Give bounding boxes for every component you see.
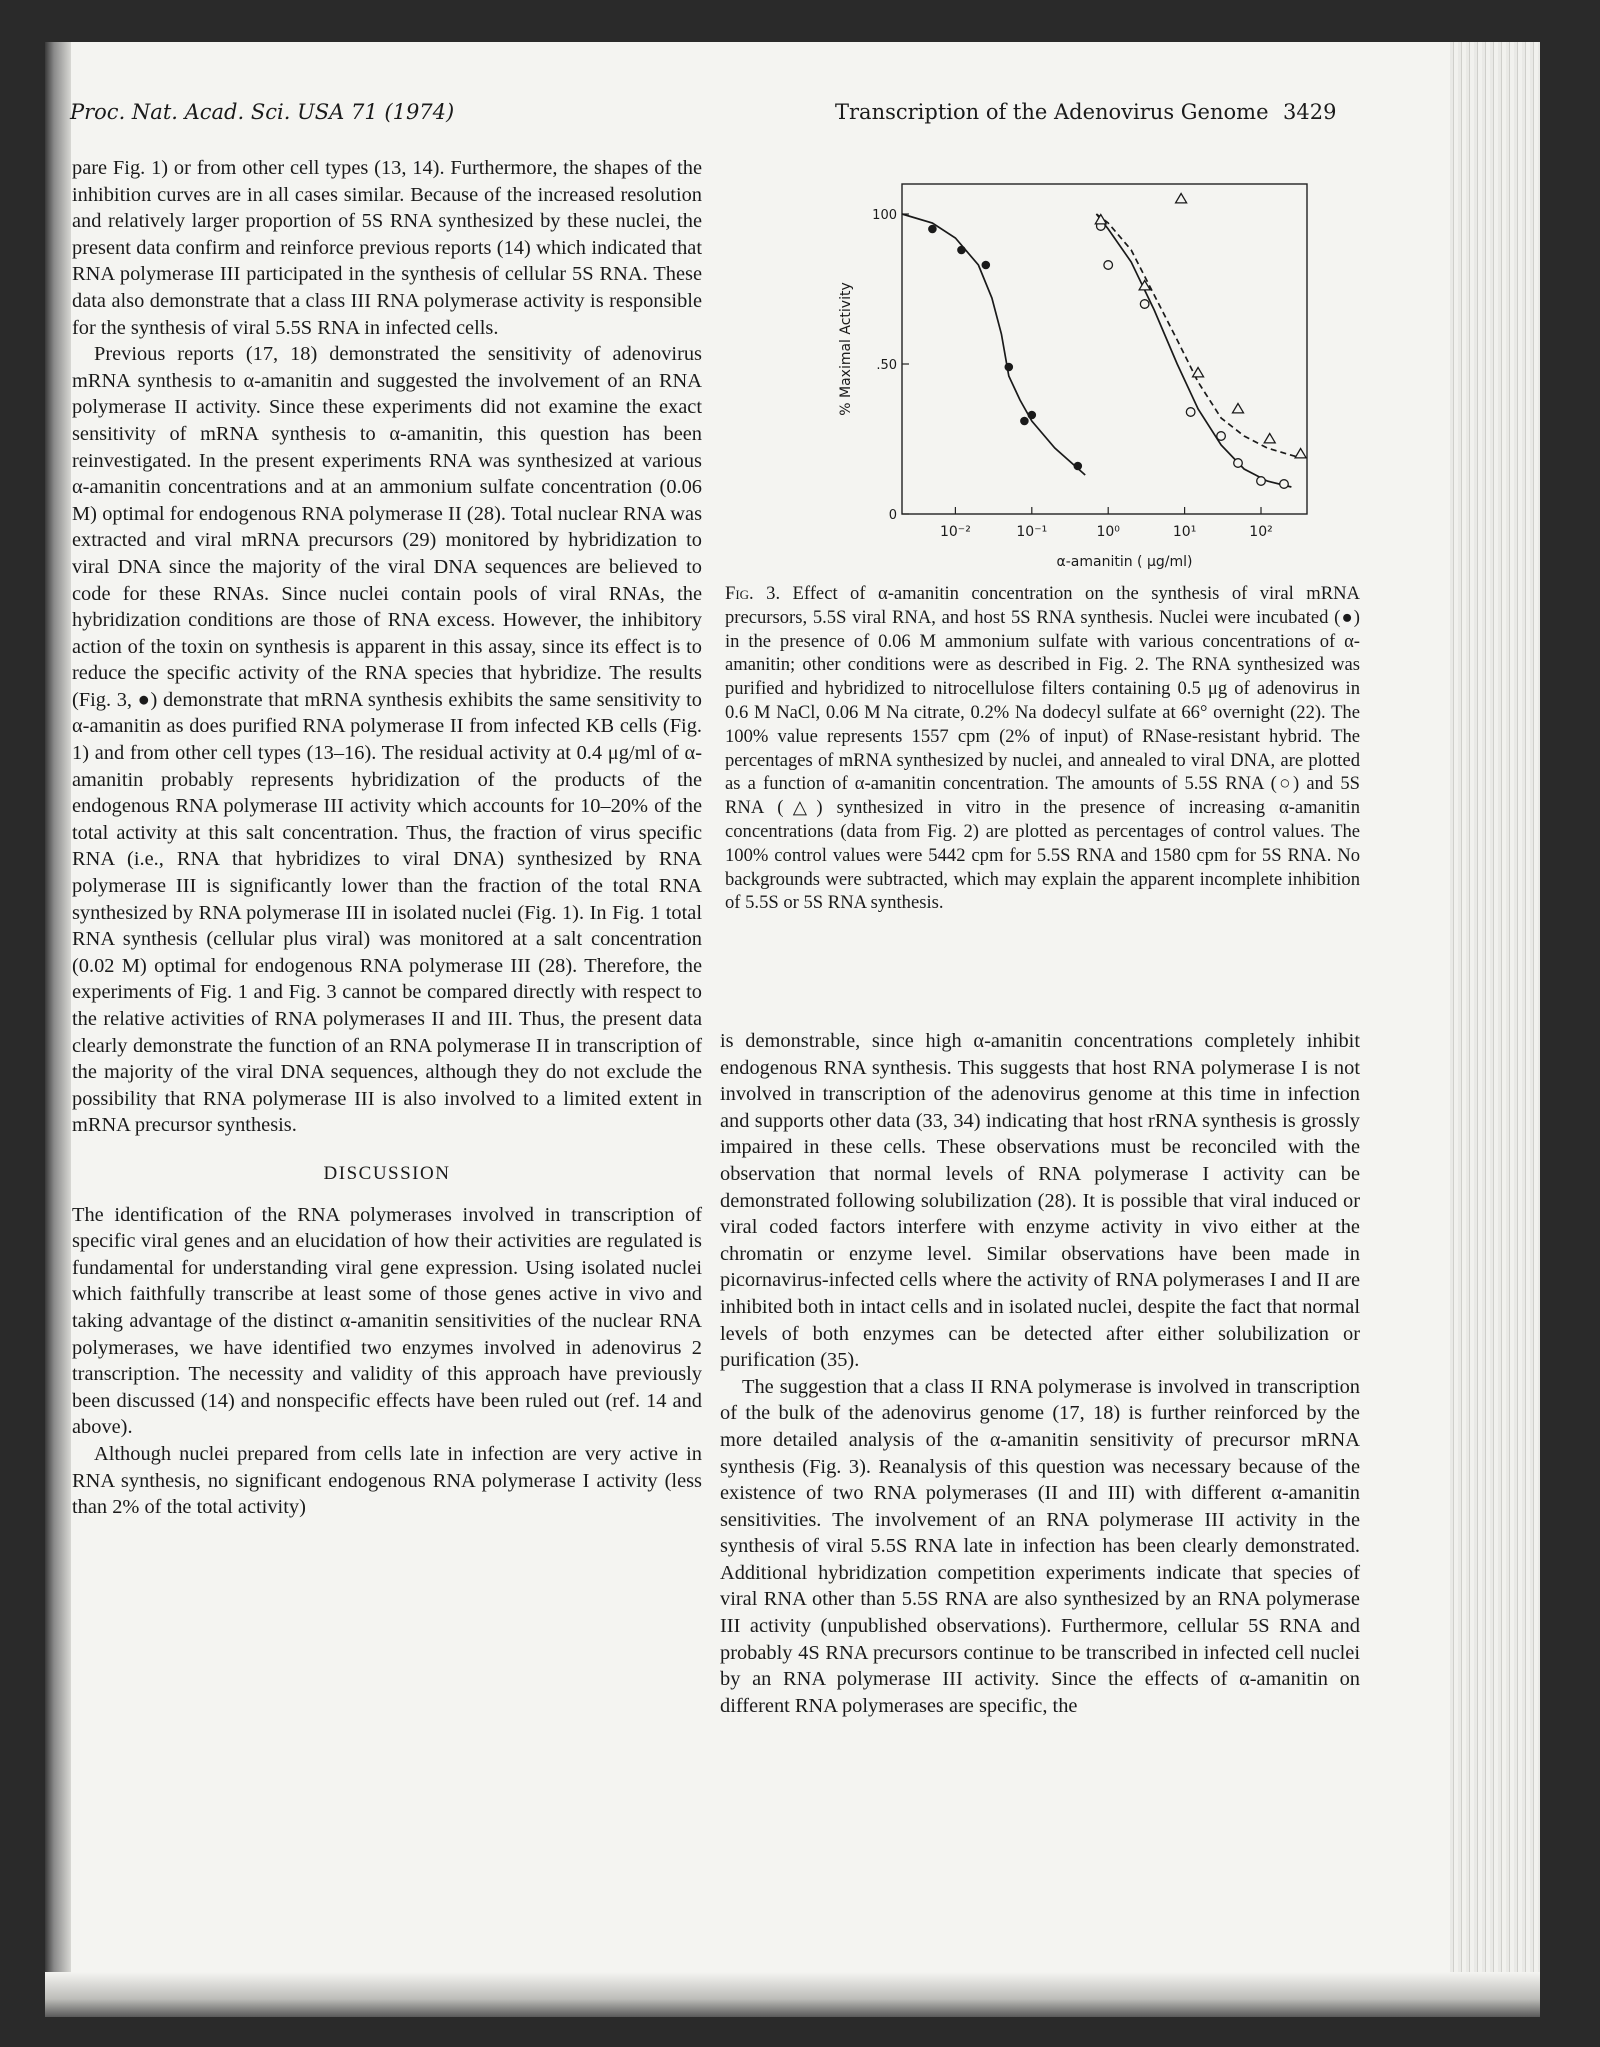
mrna-data-point (928, 225, 937, 234)
5-5s-rna-data-point (1217, 432, 1226, 441)
5s-rna-data-point (1264, 434, 1275, 443)
plot-frame (902, 184, 1307, 514)
5-5s-rna-data-point (1140, 300, 1149, 309)
book-binding-shadow (45, 42, 71, 2017)
left-column (72, 155, 702, 1521)
mrna-data-point (982, 261, 991, 270)
figure-caption (725, 582, 1360, 915)
x-tick-label: 10⁻² (939, 524, 971, 540)
figure-3-chart (817, 164, 1347, 584)
series-1-curve (902, 214, 1085, 475)
mrna-data-point (1028, 411, 1037, 420)
paragraph: The suggestion that a class II RNA polymerase is involved in transcription of the bulk of the adenovirus genome (17, 18) is further reinforced by the more detailed analysis of the α-amanitin sensitivity of precursor mRNA synthesis (Fig. 3). Reanalysis of this question was necessary because of the existence of two RNA polymerases (II and III) with different α-amanitin sensitivities. The involvement of an RNA polymerase III activity in the synthesis of viral 5.5S RNA late in infection has been clearly demonstrated. Additional hybridization competition experiments indicate that species of viral RNA other than 5.5S RNA are also synthesized by an RNA polymerase III activity (unpublished observations). Furthermore, cellular 5S RNA and probably 4S RNA precursors continue to be transcribed in infected cell nuclei by an RNA polymerase III activity. Since the effects of α-amanitin on different RNA polymerases are specific, the (720, 1375, 1360, 1717)
y-tick-label: 0 (888, 508, 897, 523)
section-title: DISCUSSION (323, 1162, 451, 1184)
x-tick-label: 10⁻¹ (1016, 524, 1048, 540)
paragraph: Although nuclei prepared from cells late in infection are very active in RNA synthesis, no significant endogenous RNA polymerase I activity (less than 2% of the total activity) (72, 1442, 702, 1519)
series-3-curve (1096, 214, 1297, 457)
5-5s-rna-data-point (1280, 480, 1289, 489)
y-axis-label: % Maximal Activity (838, 282, 854, 416)
mrna-data-point (957, 246, 966, 255)
paragraph: Previous reports (17, 18) demonstrated the sensitivity of adenovirus mRNA synthesis to α-amanitin and suggested the involvement of an RNA polymerase II activity. Since these experiments did not examine the exact sensitivity of mRNA synthesis to α-amanitin, this question has been reinvestigated. In the present experiments RNA was synthesized at various α-amanitin concentrations and at an ammonium sulfate concentration (0.06 M) optimal for endogenous RNA polymerase II (28). Total nuclear RNA was extracted and viral mRNA precursors (29) monitored by hybridization to viral DNA since the majority of the viral DNA sequences are believed to code for these RNAs. Since nuclei contain pools of viral RNAs, the hybridization conditions are those of RNA excess. However, the inhibitory action of the toxin on synthesis is apparent in this assay, since its effect is to reduce the specific activity of the RNA species that hybridize. The results (Fig. 3, ●) demonstrate that mRNA synthesis exhibits the same sensitivity to α-amanitin as does purified RNA polymerase II from infected KB cells (Fig. 1) and from other cell types (13–16). The residual activity at 0.4 μg/ml of α-amanitin probably represents hybridization of the products of the endogenous RNA polymerase III activity which accounts for 10–20% of the total activity at this salt concentration. Thus, the fraction of virus specific RNA (i.e., RNA that hybridizes to viral DNA) synthesized by RNA polymerase III is significantly lower than the fraction of the total RNA synthesized by RNA polymerase III in isolated nuclei (Fig. 1). In Fig. 1 total RNA synthesis (cellular plus viral) was monitored at a salt concentration (0.02 M) optimal for endogenous RNA polymerase III (28). Therefore, the experiments of Fig. 1 and Fig. 3 cannot be compared directly with respect to the relative activities of RNA polymerases II and III. Thus, the present data clearly demonstrate the function of an RNA polymerase II in transcription of the majority of the viral DNA sequences, although they do not exclude the possibility that RNA polymerase III is also involved to a limited extent in mRNA precursor synthesis. (72, 343, 702, 1137)
paragraph: pare Fig. 1) or from other cell types (13, 14). Furthermore, the shapes of the inhibition curves are in all cases similar. Because of the increased resolution and relatively larger proportion of 5S RNA synthesized by these nuclei, the present data confirm and reinforce previous reports (14) which indicated that RNA polymerase III participated in the synthesis of cellular 5S RNA. These data also demonstrate that a class III RNA polymerase activity is responsible for the synthesis of viral 5.5S RNA in infected cells. (72, 157, 702, 339)
5s-rna-data-point (1233, 404, 1244, 413)
mrna-data-point (1005, 363, 1014, 372)
caption-text: Effect of α-amanitin concentration on the synthesis of viral mRNA precursors, 5.5S viral RNA, and host 5S RNA synthesis. Nuclei were incubated (●) in the presence of 0.06 M ammonium sulfate with various concentrations of α-amanitin; other conditions were as described in Fig. 2. The RNA synthesized was purified and hybridized to nitrocellulose filters containing 0.5 μg of adenovirus in 0.6 M NaCl, 0.06 M Na citrate, 0.2% Na dodecyl sulfate at 66° overnight (22). The 100% value represents 1557 cpm (2% of input) of RNase-resistant hybrid. The percentages of mRNA synthesized by nuclei, and annealed to viral DNA, are plotted as a function of α-amanitin concentration. The amounts of 5.5S RNA (○) and 5S RNA (△) synthesized in vitro in the presence of increasing α-amanitin concentrations (data from Fig. 2) are plotted as percentages of control values. The 100% control values were 5442 cpm for 5.5S RNA and 1580 cpm for 5S RNA. No backgrounds were subtracted, which may explain the apparent incomplete inhibition of 5.5S or 5S RNA synthesis. (725, 583, 1360, 914)
x-tick-label: 10² (1249, 524, 1273, 540)
journal-page (45, 42, 1540, 2017)
mrna-data-point (1020, 417, 1029, 426)
mrna-data-point (1073, 462, 1082, 471)
page-number: 3429 (1283, 100, 1337, 124)
5-5s-rna-data-point (1186, 408, 1195, 417)
figure-label: Fig. 3. (725, 583, 781, 604)
x-tick-label: 10⁰ (1096, 524, 1120, 540)
page-edge-stack (1450, 42, 1540, 2017)
y-tick-label: .50 (876, 358, 897, 373)
paragraph: is demonstrable, since high α-amanitin concentrations completely inhibit endogenous RNA synthesis. This suggests that host RNA polymerase I is not involved in transcription of the adenovirus genome at this time in infection and supports other data (33, 34) indicating that host rRNA synthesis is grossly impaired in these cells. These observations must be reconciled with the observation that normal levels of RNA polymerase I activity can be demonstrated following solubilization (28). It is possible that viral induced or viral coded factors interfere with enzyme activity in vivo either at the chromatin or enzyme level. Similar observations have been made in picornavirus-infected cells where the activity of RNA polymerases I and II are inhibited both in intact cells and in isolated nuclei, despite the fact that normal levels of both enzymes can be detected after either solubilization or purification (35). (720, 1030, 1360, 1372)
5-5s-rna-data-point (1234, 459, 1243, 468)
5s-rna-data-point (1176, 194, 1187, 203)
right-column (720, 1028, 1360, 1719)
5-5s-rna-data-point (1257, 477, 1266, 486)
5s-rna-data-point (1193, 368, 1204, 377)
5-5s-rna-data-point (1104, 261, 1113, 270)
running-title: Transcription of the Adenovirus Genome (835, 100, 1269, 124)
paragraph: The identification of the RNA polymerases involved in transcription of specific viral genes and an elucidation of how their activities are regulated is fundamental for understanding viral gene expression. Using isolated nuclei which faithfully transcribe at least some of those genes active in vivo and taking advantage of the distinct α-amanitin sensitivities of the nuclear RNA polymerases, we have identified two enzymes involved in adenovirus 2 transcription. The necessity and validity of this approach have previously been discussed (14) and nonspecific effects have been ruled out (ref. 14 and above). (72, 1203, 702, 1439)
journal-citation: Proc. Nat. Acad. Sci. USA 71 (1974) (70, 100, 455, 124)
x-tick-label: 10¹ (1172, 524, 1197, 540)
x-axis-label: α-amanitin ( μg/ml) (1056, 554, 1193, 570)
y-tick-label: 100 (872, 208, 897, 223)
page-bottom-shadow (45, 1972, 1540, 2017)
5s-rna-data-point (1295, 449, 1306, 458)
